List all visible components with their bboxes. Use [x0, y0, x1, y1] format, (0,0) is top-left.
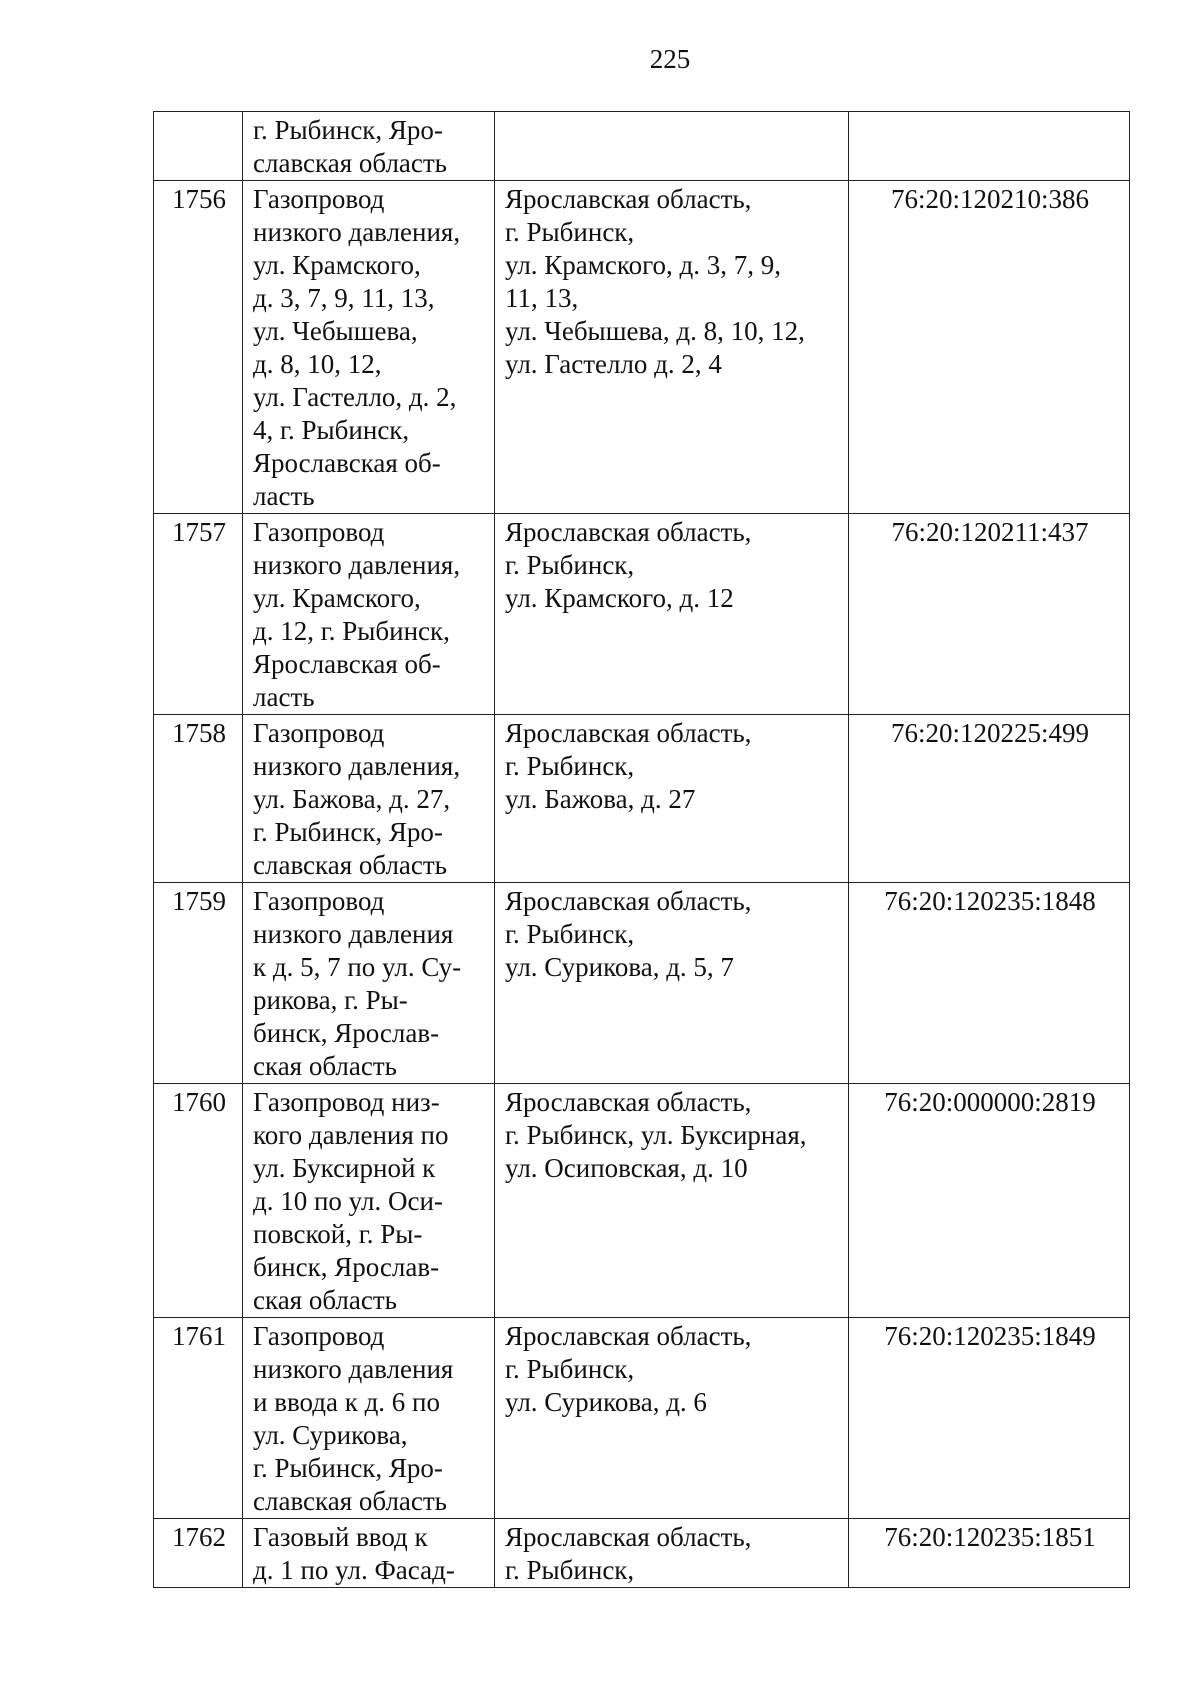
- address-cell: [495, 112, 849, 181]
- address-line: 11, 13,: [505, 283, 579, 313]
- object-name-cell: [243, 1084, 495, 1318]
- address-line: ул. Крамского, д. 12: [505, 583, 734, 613]
- address-line: г. Рыбинск,: [505, 217, 635, 247]
- address-line: Ярославская область,: [505, 184, 752, 214]
- address-line: г. Рыбинск, ул. Буксирная,: [505, 1120, 807, 1150]
- object-name-cell: [243, 715, 495, 883]
- object-name-cell: [243, 181, 495, 514]
- registry-table-body: [154, 112, 1130, 1588]
- object-name-cell: [243, 1318, 495, 1519]
- object-name-line: Газопровод: [253, 184, 385, 214]
- object-name-line: бинск, Ярослав-: [253, 1018, 440, 1048]
- object-name-line: Ярославская об-: [253, 448, 441, 478]
- address-line: г. Рыбинск,: [505, 550, 635, 580]
- object-name-line: Газопровод: [253, 718, 385, 748]
- table-row: [154, 514, 1130, 715]
- object-name-line: Газовый ввод к: [253, 1522, 428, 1552]
- row-number-cell: 1758: [154, 715, 243, 883]
- address-line: г. Рыбинск,: [505, 751, 635, 781]
- cadastral-number-cell: 76:20:000000:2819: [849, 1084, 1130, 1318]
- address-line: Ярославская область,: [505, 1522, 752, 1552]
- object-name-line: низкого давления,: [253, 217, 461, 247]
- table-row: [154, 883, 1130, 1084]
- object-name-line: д. 12, г. Рыбинск,: [253, 616, 450, 646]
- registry-table: [153, 111, 1130, 1588]
- object-name-line: Газопровод: [253, 1321, 385, 1351]
- address-cell: [495, 1084, 849, 1318]
- table-row: [154, 1318, 1130, 1519]
- address-cell: [495, 514, 849, 715]
- object-name-line: г. Рыбинск, Яро-: [253, 817, 443, 847]
- address-line: г. Рыбинск,: [505, 919, 635, 949]
- address-line: Ярославская область,: [505, 886, 752, 916]
- object-name-line: Газопровод низ-: [253, 1087, 440, 1117]
- object-name-line: Ярославская об-: [253, 649, 441, 679]
- object-name-line: ул. Чебышева,: [253, 316, 418, 346]
- cadastral-number-cell: 76:20:120235:1849: [849, 1318, 1130, 1519]
- cadastral-number-cell: 76:20:120235:1851: [849, 1519, 1130, 1588]
- address-line: Ярославская область,: [505, 1321, 752, 1351]
- object-name-cell: [243, 514, 495, 715]
- row-number-cell: 1761: [154, 1318, 243, 1519]
- object-name-line: ласть: [253, 481, 315, 511]
- object-name-line: д. 1 по ул. Фасад-: [253, 1555, 455, 1585]
- address-line: ул. Сурикова, д. 6: [505, 1387, 707, 1417]
- row-number-cell: [154, 112, 243, 181]
- address-line: ул. Гастелло д. 2, 4: [505, 349, 722, 379]
- object-name-line: д. 3, 7, 9, 11, 13,: [253, 283, 435, 313]
- address-line: Ярославская область,: [505, 1087, 752, 1117]
- object-name-line: низкого давления: [253, 919, 454, 949]
- object-name-line: рикова, г. Ры-: [253, 985, 408, 1015]
- object-name-line: ул. Бажова, д. 27,: [253, 784, 451, 814]
- object-name-cell: [243, 112, 495, 181]
- cadastral-number-cell: 76:20:120235:1848: [849, 883, 1130, 1084]
- address-cell: [495, 1519, 849, 1588]
- object-name-line: г. Рыбинск, Яро-: [253, 1453, 443, 1483]
- address-cell: [495, 1318, 849, 1519]
- object-name-line: ул. Крамского,: [253, 583, 421, 613]
- address-line: ул. Чебышева, д. 8, 10, 12,: [505, 316, 805, 346]
- cadastral-number-cell: 76:20:120225:499: [849, 715, 1130, 883]
- table-row: [154, 1084, 1130, 1318]
- object-name-line: ул. Гастелло, д. 2,: [253, 382, 457, 412]
- object-name-line: ская область: [253, 1285, 397, 1315]
- object-name-line: низкого давления: [253, 1354, 454, 1384]
- row-number-cell: 1760: [154, 1084, 243, 1318]
- object-name-line: бинск, Ярослав-: [253, 1252, 440, 1282]
- page-number: 225: [649, 44, 691, 74]
- address-line: ул. Осиповская, д. 10: [505, 1153, 748, 1183]
- cadastral-number-cell: 76:20:120211:437: [849, 514, 1130, 715]
- object-name-line: и ввода к д. 6 по: [253, 1387, 441, 1417]
- object-name-line: Газопровод: [253, 517, 385, 547]
- table-row: [154, 112, 1130, 181]
- address-line: Ярославская область,: [505, 718, 752, 748]
- row-number-cell: 1757: [154, 514, 243, 715]
- object-name-line: 4, г. Рыбинск,: [253, 415, 410, 445]
- address-cell: [495, 715, 849, 883]
- object-name-line: ская область: [253, 1051, 397, 1081]
- object-name-line: д. 8, 10, 12,: [253, 349, 382, 379]
- address-cell: [495, 181, 849, 514]
- object-name-line: повской, г. Ры-: [253, 1219, 423, 1249]
- address-cell: [495, 883, 849, 1084]
- object-name-line: Газопровод: [253, 886, 385, 916]
- table-row: [154, 1519, 1130, 1588]
- object-name-line: кого давления по: [253, 1120, 449, 1150]
- object-name-line: низкого давления,: [253, 751, 461, 781]
- object-name-line: д. 10 по ул. Оси-: [253, 1186, 443, 1216]
- cadastral-number-cell: [849, 112, 1130, 181]
- row-number-cell: 1759: [154, 883, 243, 1084]
- address-line: ул. Бажова, д. 27: [505, 784, 696, 814]
- object-name-line: низкого давления,: [253, 550, 461, 580]
- table-row: [154, 715, 1130, 883]
- object-name-line: г. Рыбинск, Яро-: [253, 115, 443, 145]
- object-name-line: славская область: [253, 850, 447, 880]
- address-line: Ярославская область,: [505, 517, 752, 547]
- address-line: г. Рыбинск,: [505, 1354, 635, 1384]
- object-name-line: ул. Буксирной к: [253, 1153, 436, 1183]
- address-line: ул. Сурикова, д. 5, 7: [505, 952, 734, 982]
- row-number-cell: 1756: [154, 181, 243, 514]
- object-name-line: к д. 5, 7 по ул. Су-: [253, 952, 462, 982]
- object-name-line: славская область: [253, 148, 447, 178]
- object-name-line: славская область: [253, 1486, 447, 1516]
- row-number-cell: 1762: [154, 1519, 243, 1588]
- address-line: г. Рыбинск,: [505, 1555, 635, 1585]
- table-row: [154, 181, 1130, 514]
- address-line: ул. Крамского, д. 3, 7, 9,: [505, 250, 781, 280]
- object-name-line: ул. Крамского,: [253, 250, 421, 280]
- object-name-line: ласть: [253, 682, 315, 712]
- object-name-cell: [243, 883, 495, 1084]
- cadastral-number-cell: 76:20:120210:386: [849, 181, 1130, 514]
- object-name-cell: [243, 1519, 495, 1588]
- object-name-line: ул. Сурикова,: [253, 1420, 408, 1450]
